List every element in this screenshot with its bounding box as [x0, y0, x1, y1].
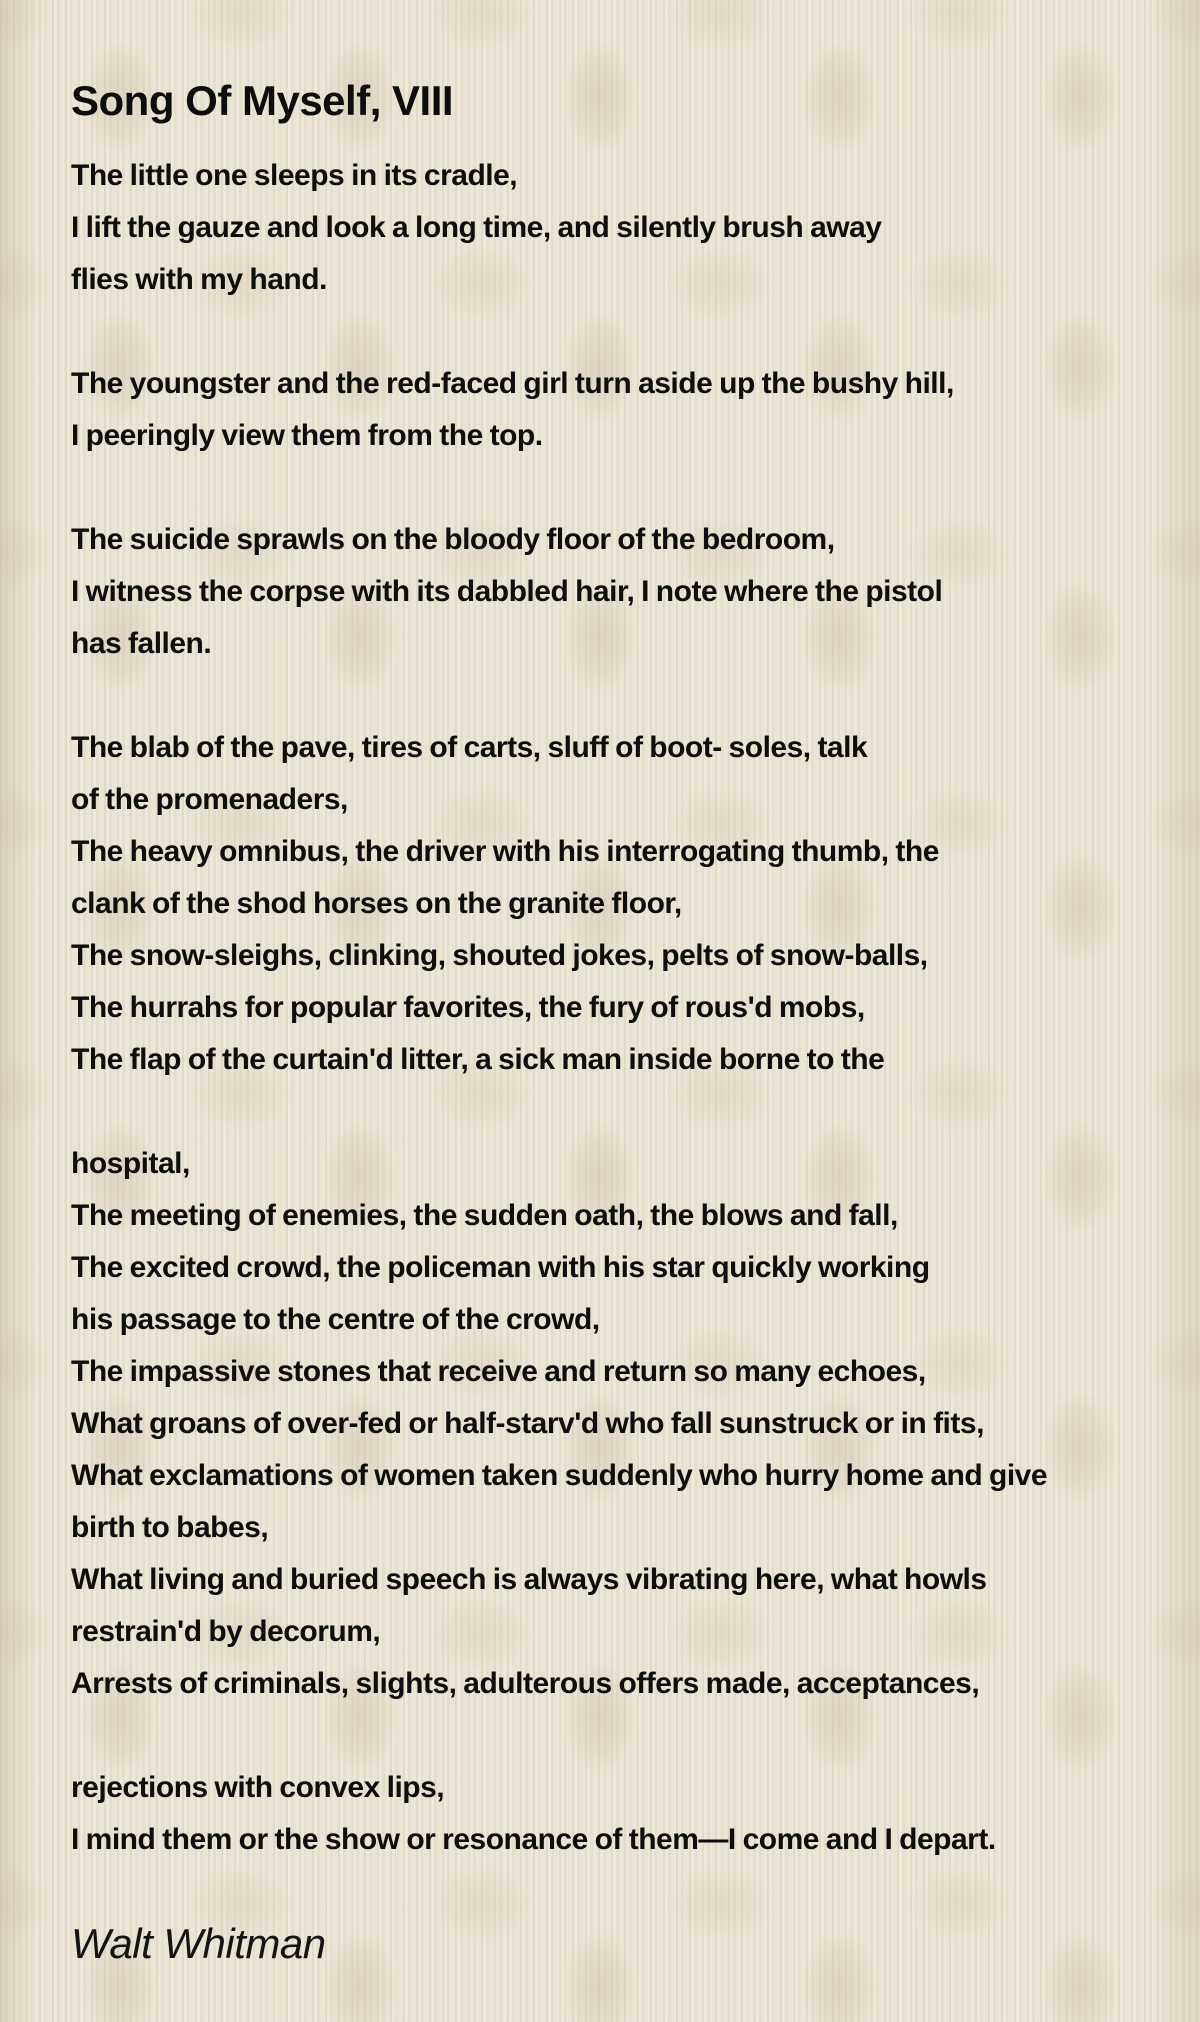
- poem-line: What groans of over-fed or half-starv'd who fall sunstruck or in fits,: [71, 1407, 984, 1440]
- author-signature: Walt Whitman: [71, 1920, 326, 1967]
- poem-line: [71, 306, 1047, 358]
- poem-line: rejections with convex lips,: [71, 1771, 445, 1804]
- poem-line: I mind them or the show or resonance of them—I come and I depart.: [71, 1823, 996, 1856]
- poem-line: [71, 462, 1047, 514]
- poem-line: The excited crowd, the policeman with his star quickly working: [71, 1251, 930, 1284]
- poem-line: I peeringly view them from the top.: [71, 419, 543, 452]
- poem-line: I witness the corpse with its dabbled hair, I note where the pistol: [71, 575, 943, 608]
- poem-line: The meeting of enemies, the sudden oath, the blows and fall,: [71, 1199, 898, 1232]
- poem-line: flies with my hand.: [71, 263, 327, 296]
- poem-line: The youngster and the red-faced girl turn aside up the bushy hill,: [71, 367, 954, 400]
- poem-line: [71, 670, 1047, 722]
- poem-line: [71, 1710, 1047, 1762]
- poem-line: The suicide sprawls on the bloody floor of the bedroom,: [71, 523, 835, 556]
- poem-line: his passage to the centre of the crowd,: [71, 1303, 600, 1336]
- poem-line: has fallen.: [71, 627, 212, 660]
- poem-line: The heavy omnibus, the driver with his interrogating thumb, the: [71, 835, 939, 868]
- poem-line: birth to babes,: [71, 1511, 269, 1544]
- poem-line: of the promenaders,: [71, 783, 348, 816]
- poem-line: The blab of the pave, tires of carts, sluff of boot- soles, talk: [71, 731, 868, 764]
- poem-body: [71, 150, 1047, 1866]
- poem-line: The flap of the curtain'd litter, a sick man inside borne to the: [71, 1043, 885, 1076]
- poem-line: The snow-sleighs, clinking, shouted jokes, pelts of snow-balls,: [71, 939, 928, 972]
- poem-line: What exclamations of women taken suddenly who hurry home and give: [71, 1459, 1048, 1492]
- poem-line: The hurrahs for popular favorites, the fury of rous'd mobs,: [71, 991, 865, 1024]
- poem-line: The little one sleeps in its cradle,: [71, 159, 518, 192]
- poem-line: What living and buried speech is always vibrating here, what howls: [71, 1563, 987, 1596]
- poem-line: Arrests of criminals, slights, adulterous offers made, acceptances,: [71, 1667, 980, 1700]
- poem-line: I lift the gauze and look a long time, and silently brush away: [71, 211, 882, 244]
- poem-line: The impassive stones that receive and return so many echoes,: [71, 1355, 926, 1388]
- poem-title: Song Of Myself, VIII: [71, 77, 454, 125]
- poem-line: clank of the shod horses on the granite floor,: [71, 887, 682, 920]
- poem-line: [71, 1086, 1047, 1138]
- poem-line: restrain'd by decorum,: [71, 1615, 381, 1648]
- poem-line: hospital,: [71, 1147, 190, 1180]
